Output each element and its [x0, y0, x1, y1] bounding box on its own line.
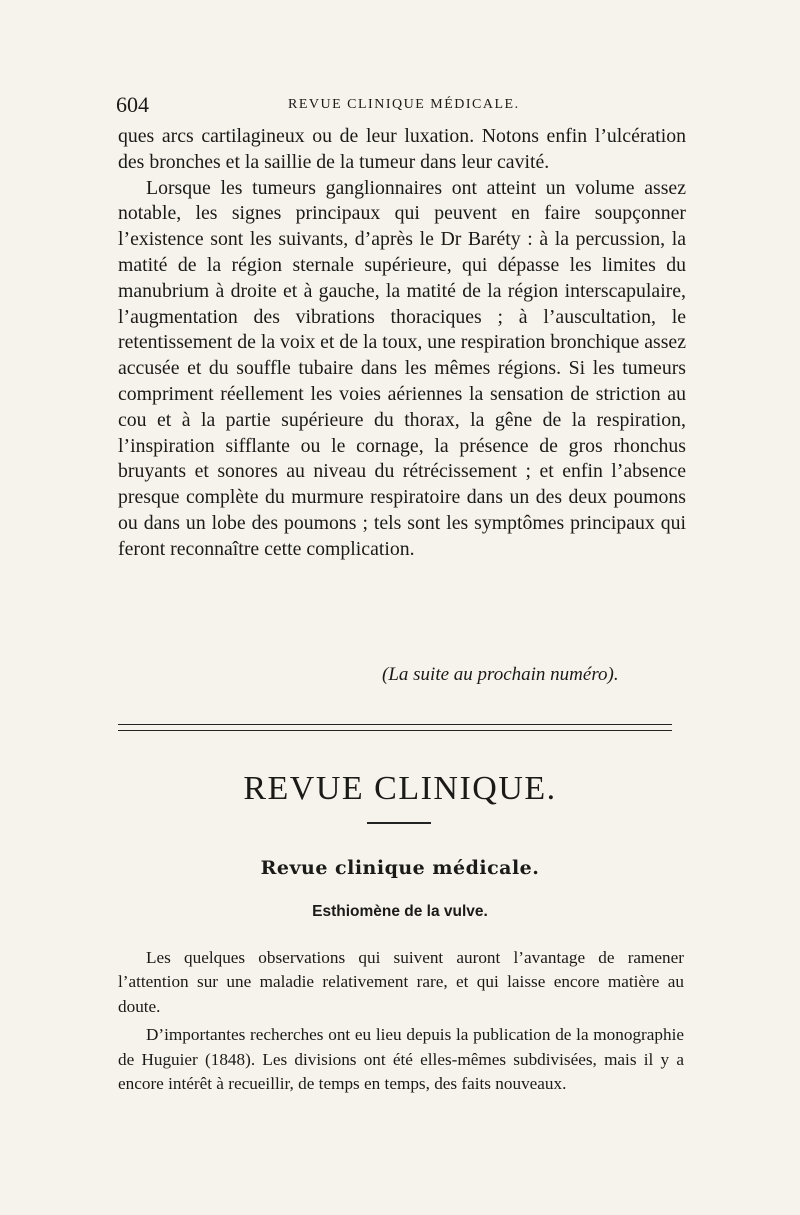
main-paragraph: Lorsque les tumeurs ganglionnaires ont atteint un volume assez notable, les signes principaux qui peuvent en faire soupçonner l’existence sont les suivants, d’après le Dr Baréty : à la percussion, la matité de la région sternale supérieure, qui dépasse les limites du manubrium à droite et à gauche, la matité de la région interscapulaire, l’augmentation des vibrations thoraciques ; à l’auscultation, le retentissement de la voix et de la toux, une respiration bronchique assez accusée et du souffle tubaire dans les mêmes régions. Si les tumeurs compriment réellement les voies aériennes la sensation de striction au cou et à la partie supérieure du thorax, la gêne de la respiration, l’inspiration sifflante ou le cornage, la présence de gros rhonchus bruyants et sonores au niveau du rétrécissement ; et enfin l’absence presque complète du murmure respiratoire dans un des deux poumons ou dans un lobe des poumons ; tels sont les symptômes principaux qui feront reconnaître cette complication. — [118, 176, 686, 560]
section-title: REVUE CLINIQUE. — [243, 770, 557, 807]
article-title: Esthiomène de la vulve. — [312, 903, 488, 920]
article-body — [118, 946, 684, 1100]
body-text — [118, 124, 686, 563]
page-number: 604 — [116, 92, 149, 117]
article-paragraph: D’importantes recherches ont eu lieu depuis la publication de la monographie de Huguier (1848). Les divisions ont été elles-mêmes subdivisées, mais il y a encore intérêt à recueillir, de temps en temps, des faits nouveaux. — [118, 1025, 684, 1094]
page-header — [116, 92, 686, 122]
short-rule-divider — [367, 822, 431, 824]
continuation-note: (La suite au prochain numéro). — [382, 664, 619, 685]
double-rule-divider — [118, 724, 672, 731]
article-paragraph: Les quelques observations qui suivent auront l’avantage de ramener l’attention sur une maladie relativement rare, et qui laisse encore matière au doute. — [118, 948, 684, 1016]
continued-paragraph: ques arcs cartilagineux ou de leur luxation. Notons enfin l’ulcération des bronches et la saillie de la tumeur dans leur cavité. — [118, 125, 686, 173]
subsection-title: Revue clinique médicale. — [260, 857, 540, 879]
running-title: REVUE CLINIQUE MÉDICALE. — [288, 97, 520, 112]
